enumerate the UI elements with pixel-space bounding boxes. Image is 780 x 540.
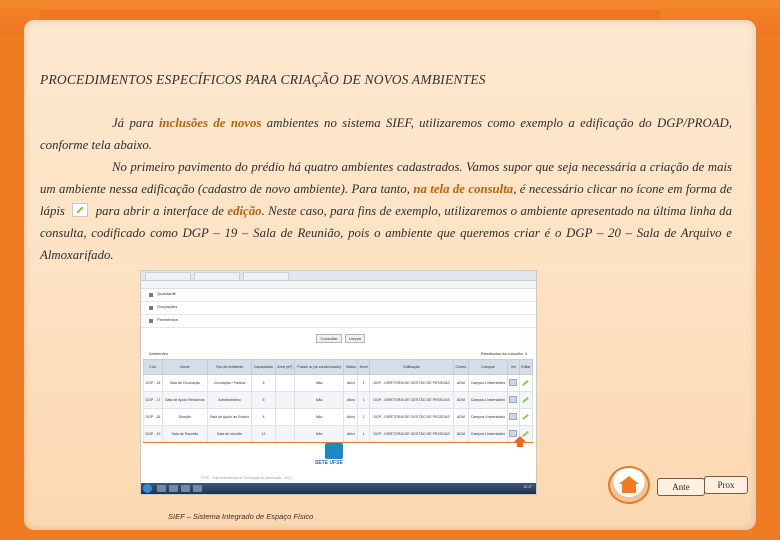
p2-text-a: No primeiro pavimento do prédio há quatro ambientes cadastrados. Vamos supor que seja necessária a criação de mais um ambiente nessa edificação (cadastro de novo ambiente). Para tanto, <box>40 160 732 196</box>
section-pavimentos[interactable]: Pavimentos <box>141 315 536 328</box>
taskbar-app-icon[interactable] <box>157 485 166 492</box>
result-count: Resultados da consulta: 4 <box>481 351 528 356</box>
section-quadrante[interactable]: Quadrante <box>141 289 536 302</box>
paragraph-1 <box>40 112 732 156</box>
p2-text-b: , é necessário clicar no ícone em forma de lápis <box>40 182 732 218</box>
p1-text-a: Já para <box>112 116 159 130</box>
p2-text-c: para abrir a interface de <box>92 204 228 218</box>
col-header: Área (m²) <box>275 360 294 375</box>
home-button[interactable] <box>608 466 650 504</box>
pencil-icon <box>72 203 88 217</box>
taskbar-app-icon[interactable] <box>181 485 190 492</box>
consultar-button[interactable]: Consultar <box>316 334 342 343</box>
view-icon[interactable] <box>509 413 517 420</box>
col-header: Centro <box>454 360 469 375</box>
taskbar-app-icon[interactable] <box>193 485 202 492</box>
slide-body <box>40 112 732 266</box>
col-header: Status <box>344 360 358 375</box>
browser-tabbar <box>141 271 536 281</box>
paragraph-2 <box>40 156 732 266</box>
taskbar-app-icon[interactable] <box>169 485 178 492</box>
col-header: Tipo de Ambiente <box>207 360 252 375</box>
p2-highlight-edicao: edição <box>227 204 262 218</box>
view-icon[interactable] <box>509 396 517 403</box>
embedded-screenshot <box>140 270 537 495</box>
col-header: Ver <box>508 360 520 375</box>
col-header: Edificação <box>370 360 454 375</box>
pointer-arrow-icon <box>514 436 526 447</box>
results-table <box>143 359 533 443</box>
col-header: Cód. <box>144 360 163 375</box>
col-header: Capacidade <box>252 360 275 375</box>
limpar-button[interactable]: Limpar <box>345 334 365 343</box>
col-header: Possui ar (ar condicionado) <box>294 360 343 375</box>
view-icon[interactable] <box>509 379 517 386</box>
slide-footer: SIEF – Sistema Integrado de Espaço Físico <box>168 512 314 521</box>
p1-highlight: inclusões de novos <box>158 116 262 130</box>
start-button-icon[interactable] <box>143 484 152 493</box>
edit-pencil-icon[interactable] <box>523 397 530 403</box>
col-header: Editar <box>519 360 532 375</box>
table-row: DGP - 16 Sala de Circulação Circulação / Passos 6 Não Ativo 1 DGP - DIRETORIA DE GESTÃO DE PESSOAS ADM Campus Universitário <box>144 375 533 392</box>
home-icon <box>619 476 639 494</box>
table-row-selected: DGP - 19 Sala de Reunião Sala de reunião 12 Não Ativo 1 DGP - DIRETORIA DE GESTÃO DE PESSOAS ADM Campus Universitário <box>144 426 533 443</box>
table-row: DGP - 17 Sala de Apoio Relatórios Administrativo 5 Não Ativo 1 DGP - DIRETORIA DE GESTÃO DE PESSOAS ADM Campus Universitário <box>144 392 533 409</box>
taskbar <box>141 483 536 494</box>
section-ocupacoes[interactable]: Ocupações <box>141 302 536 315</box>
section-label: Ambientes <box>149 351 168 356</box>
edit-pencil-icon[interactable] <box>523 414 530 420</box>
address-bar <box>141 281 536 289</box>
p2-text-d: . Neste caso, para fins de exemplo, utilizaremos o ambiente apresentado na última linha da consulta, codificado como DGP – 19 – Sala de Reunião, pois o ambiente que queremos criar é o DGP – 20 – Sala de Arquivo e Almoxarifado. <box>40 204 732 262</box>
col-header: Campus <box>468 360 508 375</box>
table-row: DGP - 18 Direção Sala de Apoio ao Ensino 4 Não Ativo 1 DGP - DIRETORIA DE GESTÃO DE PESSOAS ADM Campus Universitário <box>144 409 533 426</box>
screenshot-footer: © STI - Superintendência de Tecnologia da Informação - 2012 <box>201 476 292 480</box>
col-header: Nome <box>162 360 207 375</box>
slide-title: PROCEDIMENTOS ESPECÍFICOS PARA CRIAÇÃO DE NOVOS AMBIENTES <box>40 72 486 87</box>
col-header: Nível <box>358 360 370 375</box>
p1-text-b: ambientes no sistema SIEF, utilizaremos como exemplo a edificação do DGP/PROAD, conforme tela abaixo. <box>40 116 732 152</box>
p2-highlight-consulta: na tela de consulta <box>413 182 514 196</box>
next-button[interactable]: Prox <box>704 476 748 494</box>
edit-pencil-icon[interactable] <box>523 380 530 386</box>
clock: 12:17 <box>523 485 532 489</box>
logo: SETE UFSE <box>311 443 357 471</box>
search-buttons <box>141 328 536 346</box>
previous-button[interactable]: Ante <box>657 478 705 496</box>
